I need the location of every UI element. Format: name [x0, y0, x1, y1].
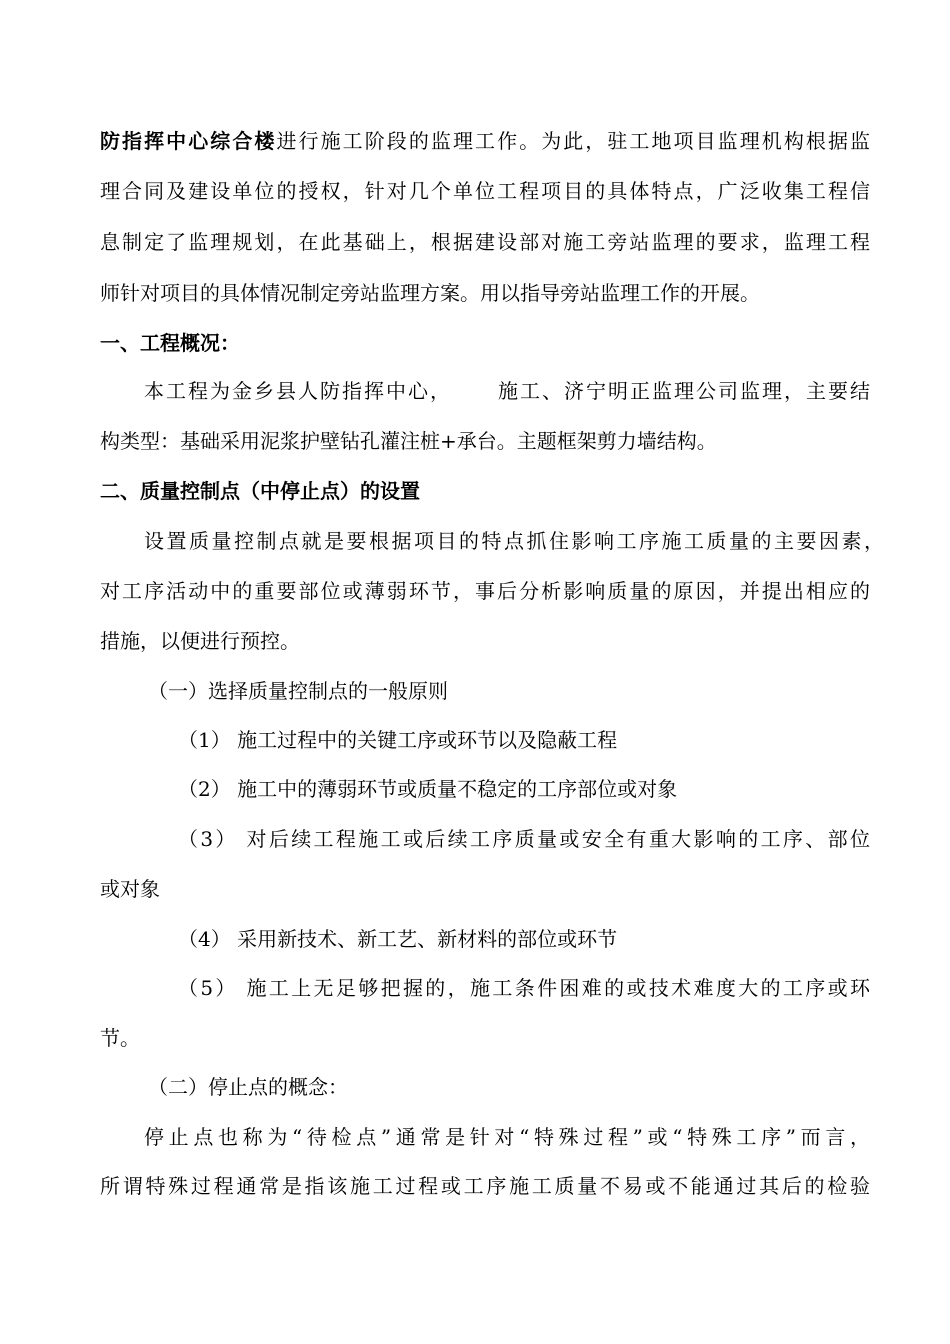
section-2-para-line-2: 对工序活动中的重要部位或薄弱环节，事后分析影响质量的原因，并提出相应的	[100, 579, 870, 603]
subsection-2-heading: （二）停止点的概念：	[148, 1075, 348, 1099]
subsection-1-heading: （一）选择质量控制点的一般原则	[148, 679, 448, 703]
section-1-line-1b: 施工、济宁明正监理公司监理，主要结	[496, 379, 870, 403]
intro-line-4: 师针对项目的具体情况制定旁站监理方案。用以指导旁站监理工作的开展。	[100, 281, 760, 305]
stop-point-line-2: 所谓特殊过程通常是指该施工过程或工序施工质量不易或不能通过其后的检验	[100, 1174, 870, 1198]
section-2-heading: 二、质量控制点（中停止点）的设置	[100, 479, 420, 503]
principle-item-5-line-2: 节。	[100, 1026, 140, 1050]
intro-line-3: 息制定了监理规划，在此基础上，根据建设部对施工旁站监理的要求，监理工程	[100, 230, 870, 254]
principle-item-4: （4） 采用新技术、新工艺、新材料的部位或环节	[178, 927, 618, 951]
project-name: 防指挥中心综合楼	[100, 129, 277, 153]
principle-item-2: （2） 施工中的薄弱环节或质量不稳定的工序部位或对象	[178, 777, 678, 801]
section-2-para-line-1: 设置质量控制点就是要根据项目的特点抓住影响工序施工质量的主要因素，	[144, 529, 884, 553]
principle-item-5-line-1: （5） 施工上无足够把握的，施工条件困难的或技术难度大的工序或环	[178, 976, 870, 1000]
principle-item-3-line-1: （3） 对后续工程施工或后续工序质量或安全有重大影响的工序、部位	[178, 827, 870, 851]
principle-item-1: （1） 施工过程中的关键工序或环节以及隐蔽工程	[178, 728, 618, 752]
section-1-line-1	[144, 378, 870, 404]
principle-item-3-line-2: 或对象	[100, 877, 160, 901]
stop-point-line-1: 停止点也称为“待检点”通常是针对“特殊过程”或“特殊工序”而言，	[144, 1125, 870, 1149]
section-1-line-2: 构类型：基础采用泥浆护壁钻孔灌注桩+承台。主题框架剪力墙结构。	[100, 429, 717, 453]
section-1-heading: 一、工程概况：	[100, 331, 240, 355]
section-2-para-line-3: 措施，以便进行预控。	[100, 629, 300, 653]
intro-line-1-text: 进行施工阶段的监理工作。为此，驻工地项目监理机构根据监	[276, 129, 871, 153]
section-1-line-1a: 本工程为金乡县人防指挥中心，	[144, 379, 452, 403]
intro-line-1	[100, 128, 870, 154]
intro-line-2: 理合同及建设单位的授权，针对几个单位工程项目的具体特点，广泛收集工程信	[100, 179, 870, 203]
